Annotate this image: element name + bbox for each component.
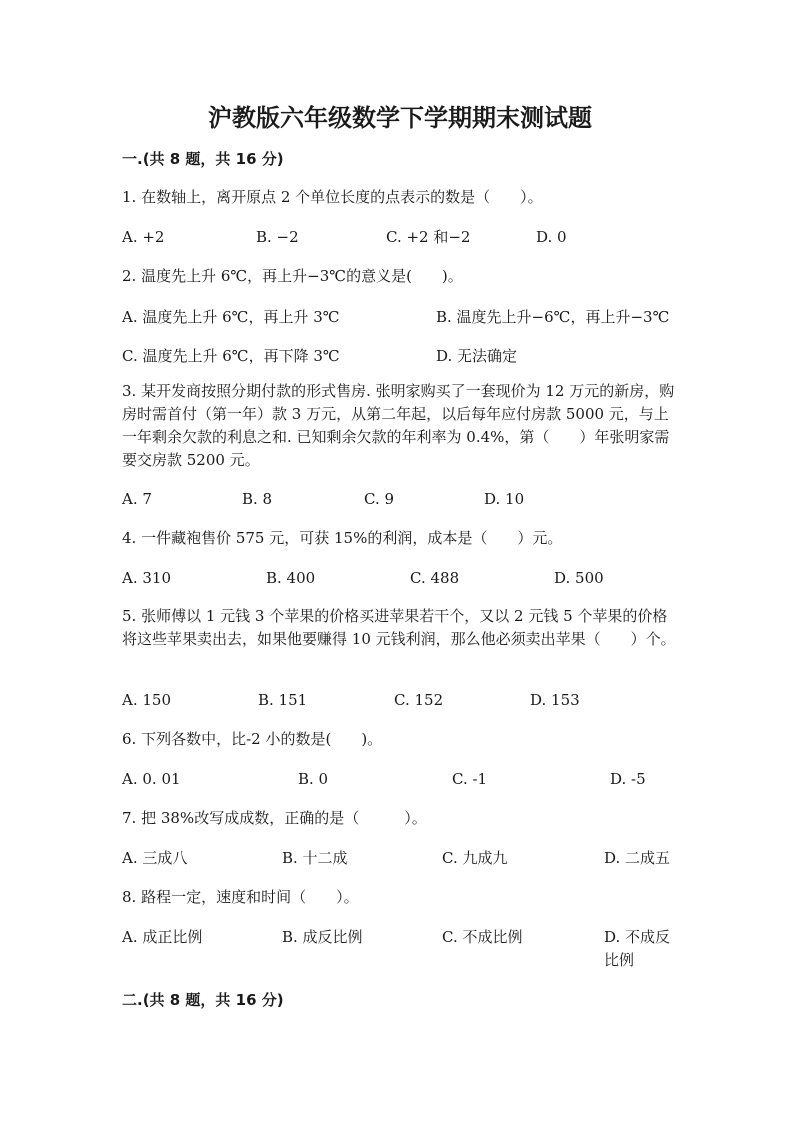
q7-option-d: D. 二成五 (604, 849, 671, 867)
q5-option-c: C. 152 (394, 691, 444, 709)
q3-option-d: D. 10 (484, 490, 525, 508)
question-4: 4. 一件藏袍售价 575 元，可获 15%的利润，成本是（ ）元。 (122, 529, 563, 547)
q2-option-a: A. 温度先上升 6℃，再上升 3℃ (122, 308, 340, 326)
q4-option-d: D. 500 (554, 569, 604, 587)
q2-option-c: C. 温度先上升 6℃，再下降 3℃ (122, 347, 340, 365)
question-8: 8. 路程一定，速度和时间（ ）。 (122, 888, 359, 906)
question-2: 2. 温度先上升 6℃，再上升−3℃的意义是( )。 (122, 267, 463, 285)
q1-option-d: D. 0 (536, 228, 567, 246)
page-title: 沪教版六年级数学下学期期末测试题 (208, 104, 592, 132)
question-7: 7. 把 38%改写成成数，正确的是（ ）。 (122, 809, 427, 827)
question-1: 1. 在数轴上，离开原点 2 个单位长度的点表示的数是（ ）。 (122, 188, 543, 206)
question-3: 3. 某开发商按照分期付款的形式售房. 张明家购买了一套现价为 12 万元的新房，购房时需首付（第一年）款 3 万元，从第二年起，以后每年应付房款 5000 元，与上一年剩余欠款的利息之和. 已知剩余欠款的年利率为 0.4%，第（ ）年张明家需要交房款 5200 元。 (122, 382, 675, 469)
q7-option-c: C. 九成九 (442, 849, 508, 867)
q8-option-c: C. 不成比例 (442, 928, 523, 946)
q4-option-b: B. 400 (266, 569, 316, 587)
q3-option-b: B. 8 (242, 490, 273, 508)
q6-option-c: C. -1 (452, 770, 488, 788)
q5-option-b: B. 151 (258, 691, 308, 709)
q6-option-d: D. -5 (610, 770, 646, 788)
q8-option-d (604, 926, 676, 972)
q7-option-b: B. 十二成 (282, 849, 348, 867)
q1-option-c: C. +2 和−2 (386, 228, 471, 246)
q2-option-d: D. 无法确定 (436, 347, 518, 365)
q6-option-b: B. 0 (298, 770, 329, 788)
q3-option-c: C. 9 (364, 490, 395, 508)
q5-option-a: A. 150 (122, 691, 171, 709)
q6-option-a: A. 0. 01 (122, 770, 181, 788)
q3-option-a: A. 7 (122, 490, 152, 508)
section-heading-2: 二.(共 8 题，共 16 分) (122, 991, 284, 1009)
q1-option-a: A. +2 (122, 228, 165, 246)
q2-option-b: B. 温度先上升−6℃，再上升−3℃ (436, 308, 670, 326)
q4-option-a: A. 310 (122, 569, 171, 587)
section-heading-1: 一.(共 8 题，共 16 分) (122, 150, 284, 168)
q8-option-a: A. 成正比例 (122, 928, 203, 946)
q1-option-b: B. −2 (256, 228, 299, 246)
question-6: 6. 下列各数中，比-2 小的数是( )。 (122, 730, 383, 748)
q4-option-c: C. 488 (410, 569, 460, 587)
q5-option-d: D. 153 (530, 691, 580, 709)
q8-option-b: B. 成反比例 (282, 928, 363, 946)
q8-option-d-text: D. 不成反比例 (604, 928, 671, 969)
q7-option-a: A. 三成八 (122, 849, 188, 867)
question-5: 5. 张师傅以 1 元钱 3 个苹果的价格买进苹果若干个，又以 2 元钱 5 个苹果的价格将这些苹果卖出去，如果他要赚得 10 元钱利润，那么他必须卖出苹果（ ）个。 (122, 607, 676, 648)
